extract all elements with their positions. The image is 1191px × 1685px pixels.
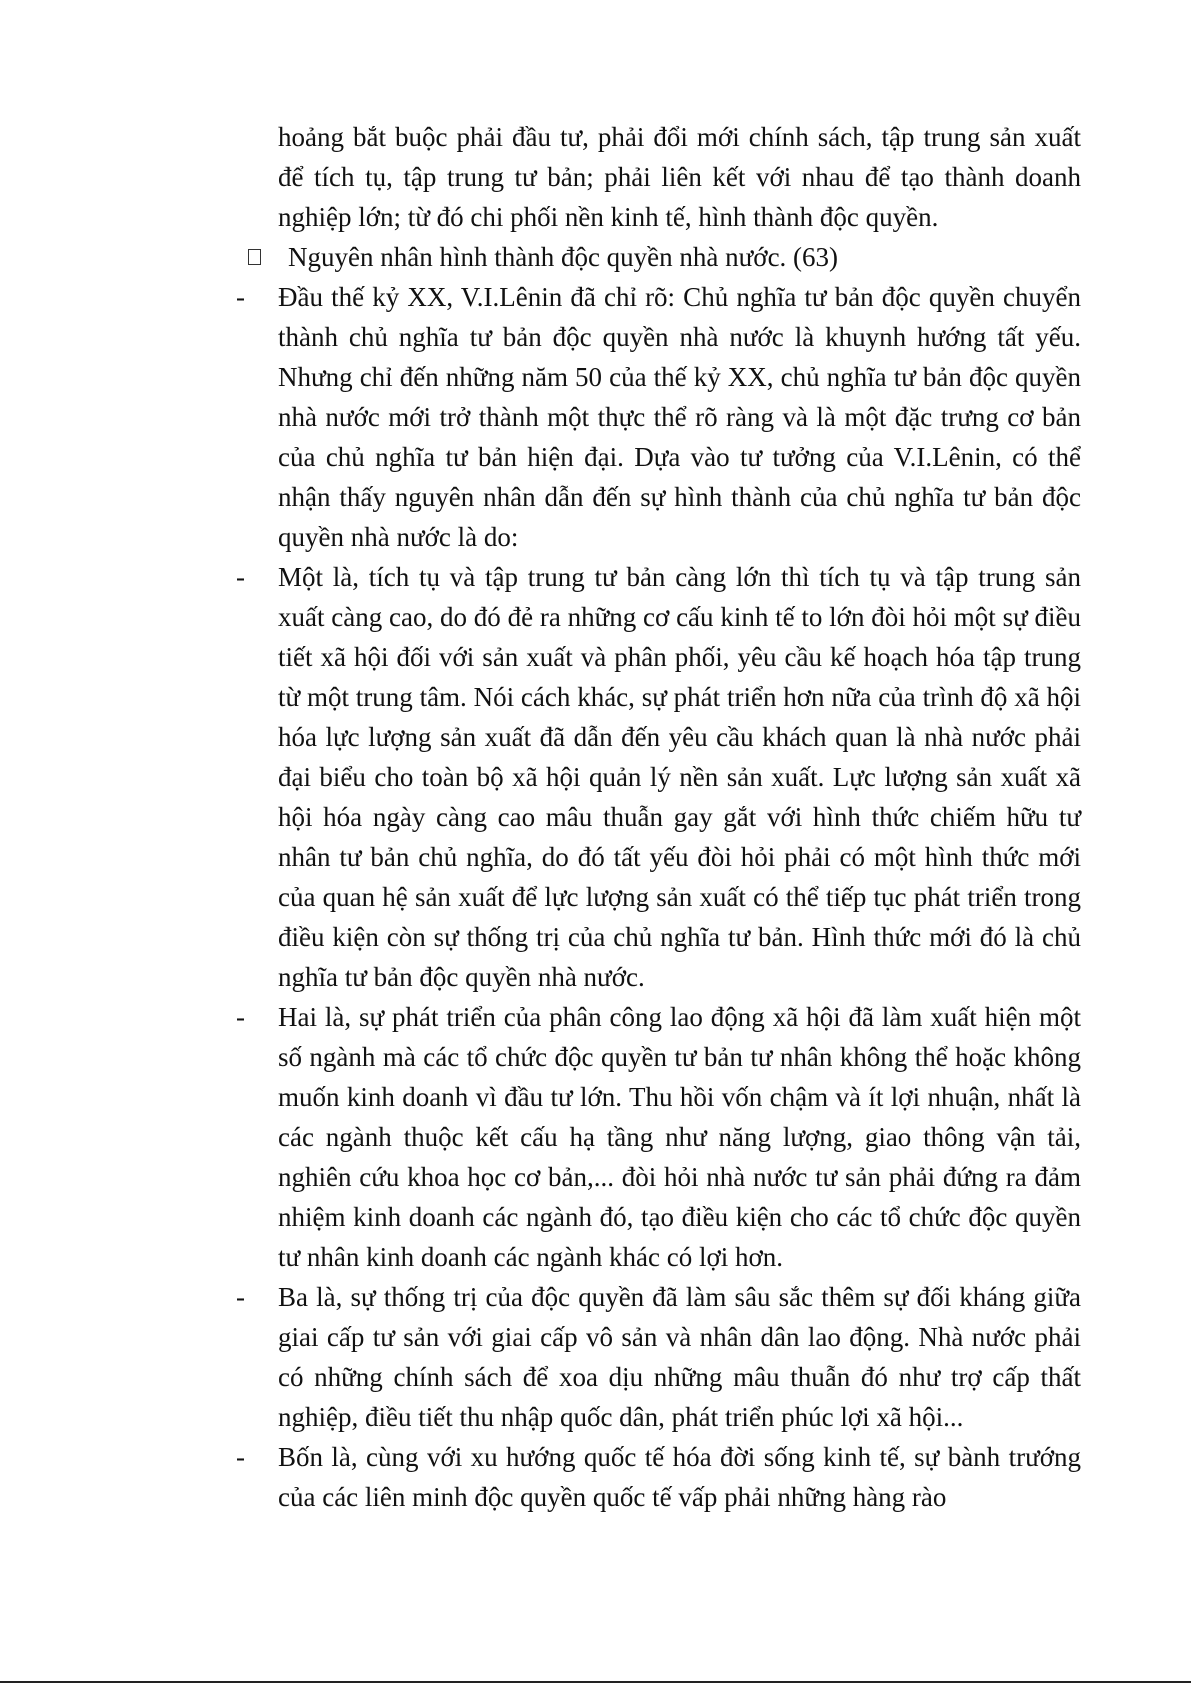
continuation-paragraph — [236, 117, 1081, 237]
list-item-text: Hai là, sự phát triển của phân công lao động xã hội đã làm xuất hiện một số ngành mà các tổ chức độc quyền tư bản tư nhân không thể hoặc không muốn kinh doanh vì đầu tư lớn. Thu hồi vốn chậm và ít lợi nhuận, nhất là các ngành thuộc kết cấu hạ tầng như năng lượng, giao thông vận tải, nghiên cứu khoa học cơ bản,... đòi hỏi nhà nước tư sản phải đứng ra đảm nhiệm kinh doanh các ngành đó, tạo điều kiện cho các tổ chức độc quyền tư nhân kinh doanh các ngành khác có lợi hơn. — [278, 1002, 1081, 1272]
section-heading — [236, 237, 1081, 277]
bottom-divider — [0, 1681, 1191, 1683]
section-heading-text: Nguyên nhân hình thành độc quyền nhà nước. (63) — [288, 242, 839, 272]
list-item — [236, 277, 1081, 557]
dash-marker: - — [236, 1442, 245, 1472]
dash-marker: - — [236, 562, 245, 592]
list-item — [236, 1437, 1081, 1517]
dash-marker: - — [236, 282, 245, 312]
dash-marker: - — [236, 1002, 245, 1032]
list-item — [236, 557, 1081, 997]
continuation-text: hoảng bắt buộc phải đầu tư, phải đổi mới chính sách, tập trung sản xuất để tích tụ, tập trung tư bản; phải liên kết với nhau để tạo thành doanh nghiệp lớn; từ đó chi phối nền kinh tế, hình thành độc quyền. — [278, 122, 1081, 232]
list-item — [236, 1277, 1081, 1437]
dash-marker: - — [236, 1282, 245, 1312]
checkbox-bullet-icon — [248, 249, 261, 265]
list-item-text: Một là, tích tụ và tập trung tư bản càng lớn thì tích tụ và tập trung sản xuất càng cao, do đó đẻ ra những cơ cấu kinh tế to lớn đòi hỏi một sự điều tiết xã hội đối với sản xuất và phân phối, yêu cầu kế hoạch hóa tập trung từ một trung tâm. Nói cách khác, sự phát triển hơn nữa của trình độ xã hội hóa lực lượng sản xuất đã dẫn đến yêu cầu khách quan là nhà nước phải đại biểu cho toàn bộ xã hội quản lý nền sản xuất. Lực lượng sản xuất xã hội hóa ngày càng cao mâu thuẫn gay gắt với hình thức chiếm hữu tư nhân tư bản chủ nghĩa, do đó tất yếu đòi hỏi phải có một hình thức mới của quan hệ sản xuất để lực lượng sản xuất có thể tiếp tục phát triển trong điều kiện còn sự thống trị của chủ nghĩa tư bản. Hình thức mới đó là chủ nghĩa tư bản độc quyền nhà nước. — [278, 562, 1081, 992]
list-item-text: Đầu thế kỷ XX, V.I.Lênin đã chỉ rõ: Chủ nghĩa tư bản độc quyền chuyển thành chủ nghĩa tư bản độc quyền nhà nước là khuynh hướng tất yếu. Nhưng chỉ đến những năm 50 của thế kỷ XX, chủ nghĩa tư bản độc quyền nhà nước mới trở thành một thực thể rõ ràng và là một đặc trưng cơ bản của chủ nghĩa tư bản hiện đại. Dựa vào tư tưởng của V.I.Lênin, có thể nhận thấy nguyên nhân dẫn đến sự hình thành của chủ nghĩa tư bản độc quyền nhà nước là do: — [278, 282, 1081, 552]
list-item-text: Bốn là, cùng với xu hướng quốc tế hóa đời sống kinh tế, sự bành trướng của các liên minh độc quyền quốc tế vấp phải những hàng rào — [278, 1442, 1081, 1512]
list-item — [236, 997, 1081, 1277]
list-item-text: Ba là, sự thống trị của độc quyền đã làm sâu sắc thêm sự đối kháng giữa giai cấp tư sản với giai cấp vô sản và nhân dân lao động. Nhà nước phải có những chính sách để xoa dịu những mâu thuẫn đó như trợ cấp thất nghiệp, điều tiết thu nhập quốc dân, phát triển phúc lợi xã hội... — [278, 1282, 1081, 1432]
page-content — [236, 117, 1081, 1517]
